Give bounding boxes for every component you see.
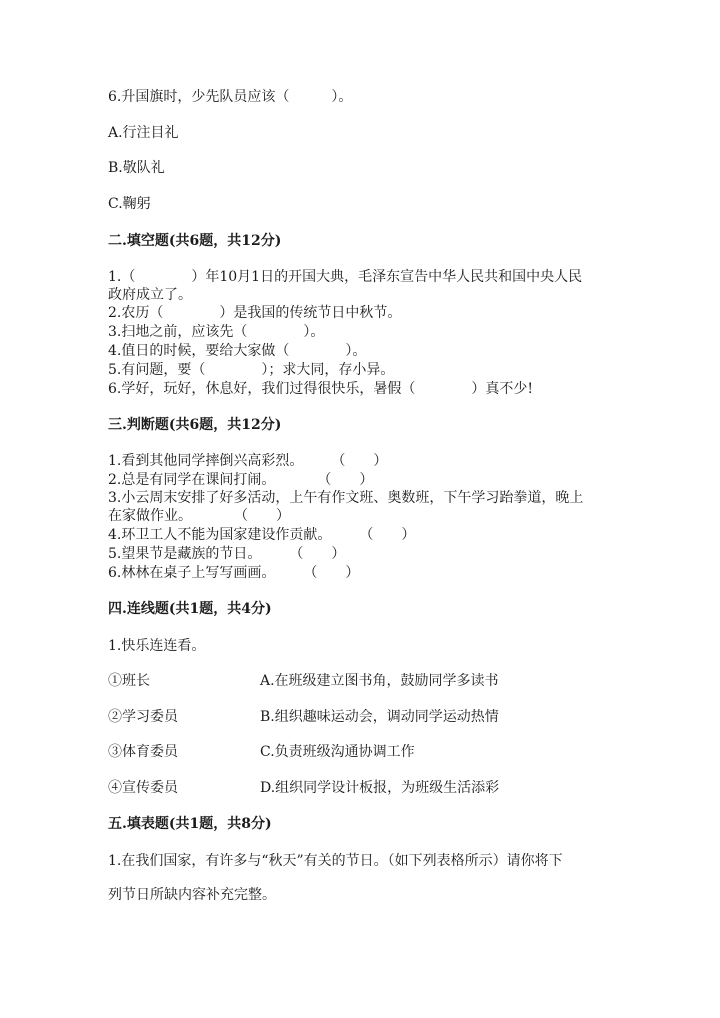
judge-line-2: 2.总是有同学在课间打闹。 （ ） bbox=[108, 472, 374, 488]
judge-line-3: 3.小云周末安排了好多活动，上午有作文班、奥数班，下午学习跆拳道，晚上 bbox=[108, 490, 584, 506]
judge-line-4: 4.环卫工人不能为国家建设作贡献。 （ ） bbox=[108, 527, 416, 543]
fill-line-3: 3.扫地之前，应该先（ ）。 bbox=[108, 324, 325, 340]
match-right-3: C.负责班级沟通协调工作 bbox=[260, 744, 415, 760]
match-left-1: ①班长 bbox=[108, 673, 150, 689]
table-question-line-1: 1.在我们国家，有许多与“秋天”有关的节日。（如下列表格所示）请你将下 bbox=[108, 853, 563, 869]
match-left-4: ④宣传委员 bbox=[108, 780, 178, 796]
section-5-title: 五.填表题(共1题，共8分) bbox=[108, 816, 272, 832]
fill-line-1: 1.（ ）年10月1日的开国大典，毛泽东宣告中华人民共和国中央人民 bbox=[108, 269, 583, 285]
match-right-1: A.在班级建立图书角，鼓励同学多读书 bbox=[260, 673, 499, 689]
option-b: B.敬队礼 bbox=[108, 160, 165, 176]
section-4-title: 四.连线题(共1题，共4分) bbox=[108, 601, 272, 617]
match-right-2: B.组织趣味运动会，调动同学运动热情 bbox=[260, 709, 499, 725]
section-3-title: 三.判断题(共6题，共12分) bbox=[108, 417, 282, 433]
match-right-4: D.组织同学设计板报，为班级生活添彩 bbox=[260, 780, 500, 796]
option-c: C.鞠躬 bbox=[108, 196, 151, 212]
judge-line-3-cont: 在家做作业。 （ ） bbox=[108, 508, 290, 524]
section-2-title: 二.填空题(共6题，共12分) bbox=[108, 233, 282, 249]
match-intro: 1.快乐连连看。 bbox=[108, 638, 206, 654]
judge-line-5: 5.望果节是藏族的节日。 （ ） bbox=[108, 546, 346, 562]
question-6-stem: 6.升国旗时，少先队员应该（ ）。 bbox=[108, 89, 353, 105]
judge-line-1: 1.看到其他同学摔倒兴高彩烈。 （ ） bbox=[108, 453, 388, 469]
match-left-3: ③体育委员 bbox=[108, 744, 178, 760]
fill-line-5: 5.有问题，要（ ）；求大同，存小异。 bbox=[108, 362, 395, 378]
match-left-2: ②学习委员 bbox=[108, 709, 178, 725]
table-question-line-2: 列节日所缺内容补充完整。 bbox=[108, 887, 276, 903]
fill-line-1-cont: 政府成立了。 bbox=[108, 287, 192, 303]
judge-line-6: 6.林林在桌子上写写画画。 （ ） bbox=[108, 565, 360, 581]
fill-line-2: 2.农历（ ）是我国的传统节日中秋节。 bbox=[108, 305, 402, 321]
fill-line-6: 6.学好，玩好，休息好，我们过得很快乐，暑假（ ）真不少! bbox=[108, 381, 533, 397]
fill-line-4: 4.值日的时候，要给大家做（ ）。 bbox=[108, 343, 367, 359]
option-a: A.行注目礼 bbox=[108, 125, 179, 141]
